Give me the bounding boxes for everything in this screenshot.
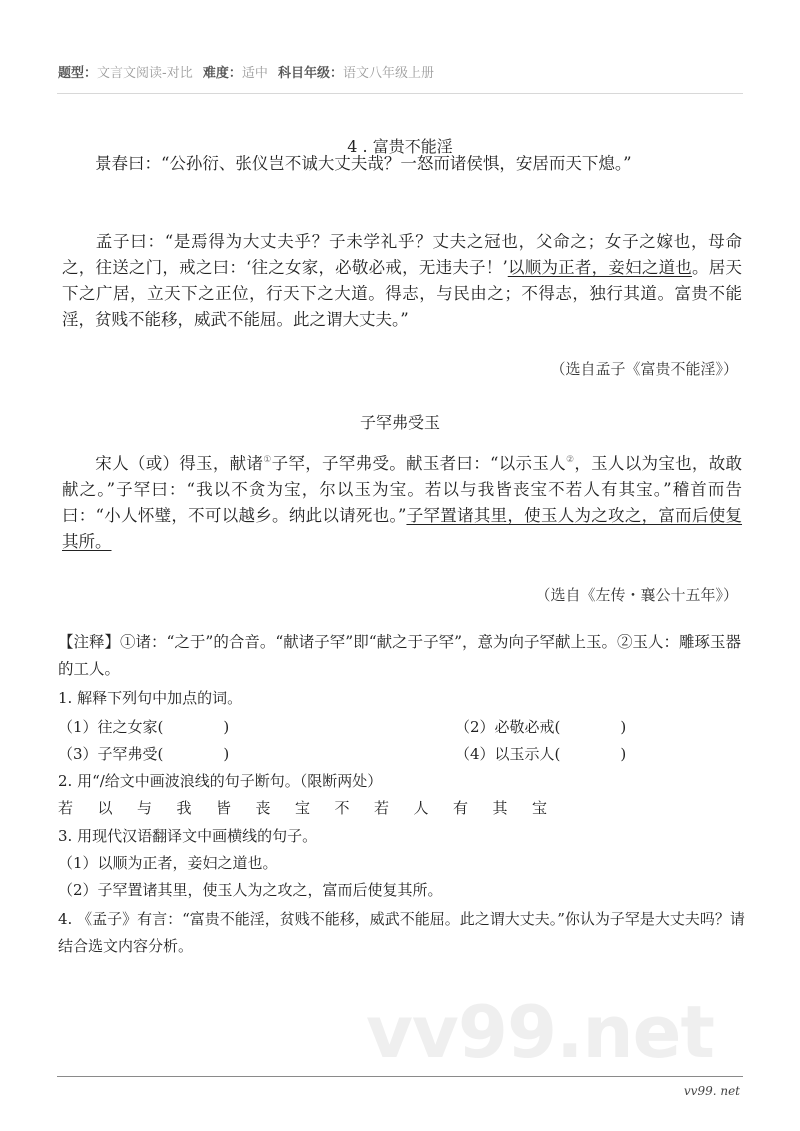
char: 人 [413,799,429,817]
passage1-underlined-sentence: 以顺为正者，妾妇之道也 [507,258,693,277]
char: 宝 [295,799,311,817]
char: 以 [97,799,113,817]
char: 若 [58,799,74,817]
type-label: 题型： [58,66,98,81]
header-divider [57,93,743,94]
char: 皆 [216,799,232,817]
passage2-paragraph [62,451,742,555]
passage1-source: （选自孟子《富贵不能淫》） [550,360,738,378]
char: 不 [334,799,350,817]
passage1-title: 4 . 富贵不能淫 [347,137,453,156]
passage1-p1-text: 景春曰：“公孙衍、张仪岂不诚大丈夫哉？一怒而诸侯惧，安居而天下熄。” [95,154,632,173]
question-1-item-3: （3）子罕弗受( ) [58,745,230,763]
char: 我 [176,799,192,817]
punctuation-sentence [58,797,572,818]
watermark: vv99.net [366,990,714,1074]
passage2-text-c: ，玉人以为宝也，故敢献之。”子罕曰：“我以不贪为宝，尔以玉为宝。若以与我皆丧宝不若人有其宝。”稽首而告曰：“小人怀璧，不可以越乡。纳此以请死也。” [62,454,743,525]
char: 丧 [255,799,271,817]
passage2-title: 子罕弗受玉 [359,413,440,432]
question-3-item-2: （2）子罕置诸其里，使玉人为之攻之，富而后使复其所。 [58,881,443,899]
question-1-prompt: 1. 解释下列句中加点的词。 [58,689,243,707]
passage2-source: （选自《左传・襄公十五年》） [535,586,738,604]
char: 与 [137,799,153,817]
question-4-prompt: 4. 《孟子》有言：“富贵不能淫，贫贱不能移，威武不能屈。此之谓大丈夫。”你认为子罕是大丈夫吗？请结合选文内容分析。 [58,910,745,955]
type-value: 文言文阅读-对比 [97,66,193,81]
footnote-marker-2: ② [565,455,575,465]
passage2-underlined-sentence: 子罕置诸其里，使玉人为之攻之，富而后使复其所。 [62,506,743,551]
question-3-prompt: 3. 用现代汉语翻译文中画横线的句子。 [58,827,318,845]
passage1-paragraph1 [62,151,742,177]
footer-divider [57,1076,743,1077]
footer-site: vv99. net [683,1084,740,1098]
question-1-item-2: （2）必敬必戒( ) [455,718,627,736]
annotation-notes: 【注释】①诸：“之于”的合音。“献诸子罕”即“献之于子罕”，意为向子罕献上玉。②玉人：雕琢玉器的工人。 [58,633,742,678]
char: 宝 [532,799,548,817]
question-1-item-1: （1）往之女家( ) [58,718,230,736]
metadata-header [58,62,434,81]
question-2-prompt: 2. 用“/给文中画波浪线的句子断句。（限断两处） [58,772,383,790]
grade-value: 语文八年级上册 [343,66,435,81]
passage2-text-a: 宋人（或）得玉，献诸 [95,454,264,473]
question-3-item-1: （1）以顺为正者，妾妇之道也。 [58,854,278,872]
footnote-marker-1: ① [263,455,272,465]
passage1-p2-text-b: 。居天下之广居，立天下之正位，行天下之大道。得志，与民由之；不得志，独行其道。富贵不能淫，贫贱不能移，威武不能屈。此之谓大丈夫。” [62,258,742,329]
question-1-item-4: （4）以玉示人( ) [455,745,627,763]
grade-label: 科目年级： [278,66,344,81]
passage2-text-b: 子罕，子罕弗受。献玉者曰：“以示玉人 [271,454,566,473]
char: 有 [453,799,469,817]
difficulty-value: 适中 [241,66,268,81]
char: 若 [374,799,390,817]
passage1-p2-text-a: 孟子曰：“是焉得为大丈夫乎？子未学礼乎？丈夫之冠也，父命之；女子之嫁也，母命之，往送之门，戒之曰：‘往之女家，必敬必戒，无违夫子！’ [62,232,742,277]
difficulty-label: 难度： [202,66,242,81]
char: 其 [492,799,508,817]
passage1-paragraph2 [62,229,742,333]
